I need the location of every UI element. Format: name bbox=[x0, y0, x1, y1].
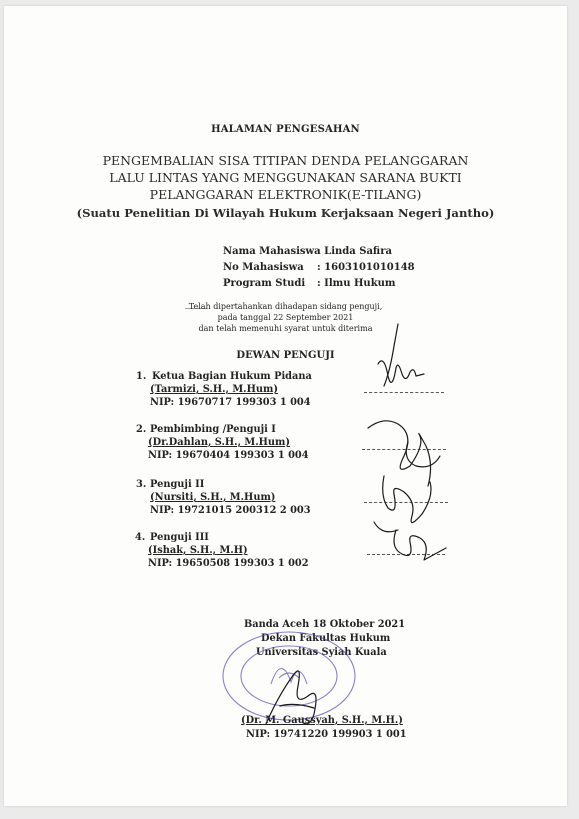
dean-nip: NIP: 19741220 199903 1 001 bbox=[246, 729, 407, 740]
examiner-role: Ketua Bagian Hukum Pidana bbox=[152, 371, 312, 382]
student-id-label: No Mahasiswa bbox=[223, 262, 304, 273]
examiner-role: Penguji II bbox=[150, 479, 205, 490]
examiner-number: 3. bbox=[136, 479, 147, 490]
examiner-name: (Nursiti, S.H., M.Hum) bbox=[150, 492, 276, 503]
examiner-nip: NIP: 19670717 199303 1 004 bbox=[150, 397, 311, 408]
title-line-3: PELANGGARAN ELEKTRONIK(E-TILANG) bbox=[149, 187, 422, 202]
student-name-label: Nama Mahasiswa bbox=[223, 246, 321, 257]
place-date: Banda Aceh 18 Oktober 2021 bbox=[244, 619, 406, 630]
examiner-nip: NIP: 19670404 199303 1 004 bbox=[148, 450, 309, 461]
title-line-1: PENGEMBALIAN SISA TITIPAN DENDA PELANGGARAN bbox=[102, 153, 469, 168]
page-heading: HALAMAN PENGESAHAN bbox=[211, 124, 360, 135]
examiner-nip: NIP: 19721015 200312 2 003 bbox=[150, 505, 311, 516]
document-page bbox=[4, 6, 567, 806]
program-value: : Ilmu Hukum bbox=[317, 278, 396, 289]
student-name-value: : Linda Safira bbox=[317, 246, 392, 257]
examiner-name: (Ishak, S.H., M.H) bbox=[148, 545, 248, 556]
board-heading: DEWAN PENGUJI bbox=[236, 350, 335, 361]
student-id-value: : 1603101010148 bbox=[317, 262, 415, 273]
examiner-role: Pembimbing /Penguji I bbox=[150, 424, 276, 435]
examiner-number: 2. bbox=[136, 424, 147, 435]
signature-stroke bbox=[384, 324, 398, 386]
signature-stroke bbox=[406, 442, 440, 467]
defense-line-2: pada tanggal 22 September 2021 bbox=[217, 313, 354, 322]
signature-stroke bbox=[378, 361, 424, 383]
signature-stroke bbox=[374, 522, 398, 532]
signature-stroke bbox=[368, 421, 431, 486]
examiner-number: 4. bbox=[135, 532, 146, 543]
examiner-name: (Tarmizi, S.H., M.Hum) bbox=[150, 384, 278, 395]
examiner-signatures bbox=[354, 316, 464, 576]
university-name: Universitas Syiah Kuala bbox=[256, 647, 387, 658]
signature-stroke bbox=[383, 476, 431, 523]
defense-line-1: Telah dipertahankan dihadapan sidang penguji, bbox=[188, 302, 383, 311]
signature-stroke bbox=[394, 530, 446, 560]
examiner-role: Penguji III bbox=[150, 532, 209, 543]
dean-position: Dekan Fakultas Hukum bbox=[261, 633, 391, 644]
program-label: Program Studi bbox=[223, 278, 306, 289]
examiner-nip: NIP: 19650508 199303 1 002 bbox=[148, 558, 309, 569]
defense-line-3: dan telah memenuhi syarat untuk diterima bbox=[198, 324, 373, 333]
title-subtitle: (Suatu Penelitian Di Wilayah Hukum Kerjaksaan Negeri Jantho) bbox=[76, 206, 495, 220]
examiner-number: 1. bbox=[136, 371, 147, 382]
dean-name: (Dr. M. Gaussyah, S.H., M.H.) bbox=[241, 715, 403, 726]
title-line-2: LALU LINTAS YANG MENGGUNAKAN SARANA BUKTI bbox=[109, 170, 462, 185]
examiner-name: (Dr.Dahlan, S.H., M.Hum) bbox=[148, 437, 291, 448]
